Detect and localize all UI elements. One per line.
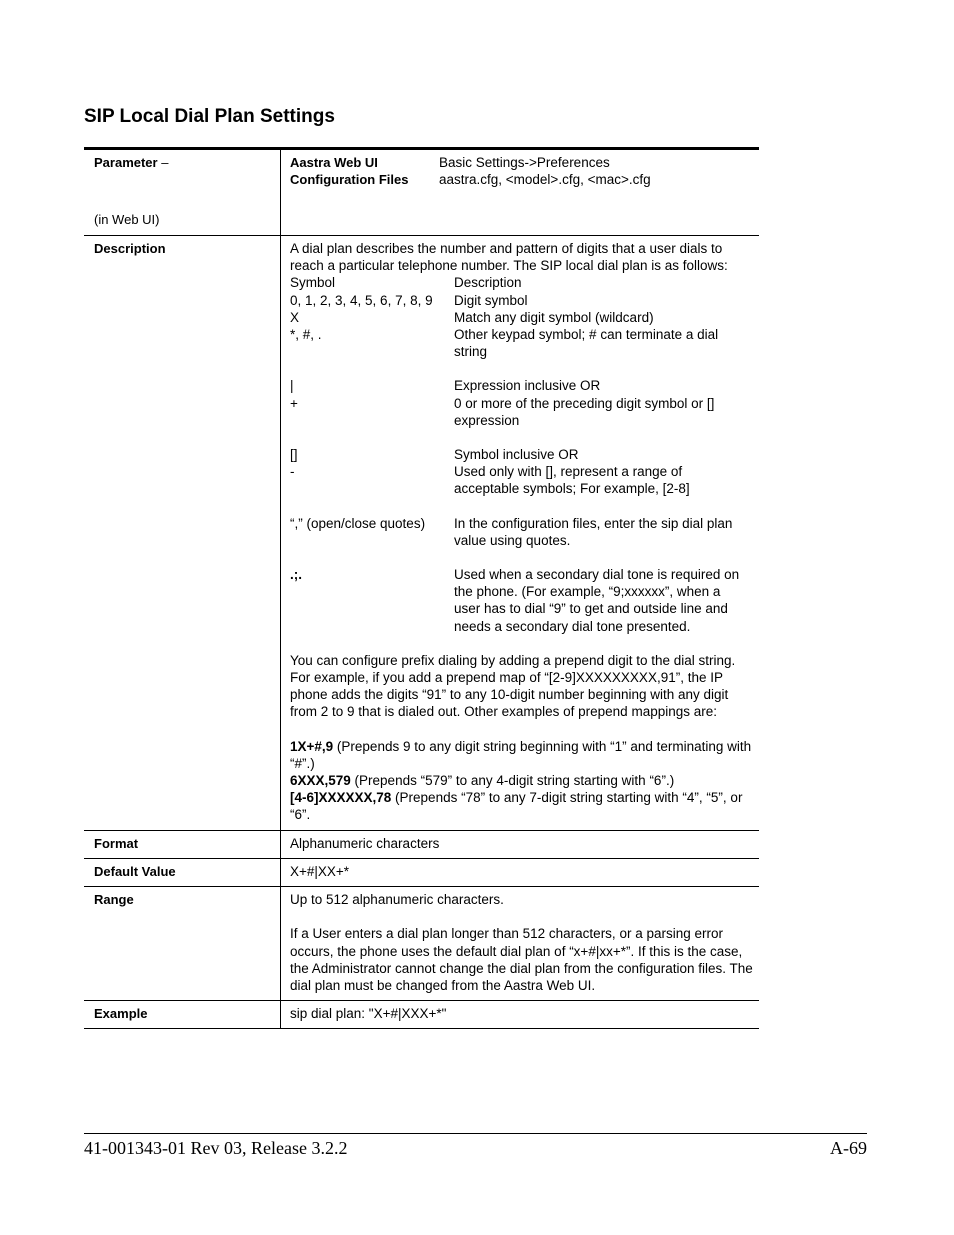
symbol-cell: - [290,464,295,480]
prepend-example-text: (Prepends “78” to any 7-digit string starting with “4”, “5”, or “6”. [290,790,743,823]
range-row [84,887,759,1001]
range-value-cell [281,887,759,1000]
symbol-cell: X [290,309,300,325]
parameter-dash: – [157,155,169,170]
prepend-example-text: (Prepends “579” to any 4-digit string starting with “6”.) [350,773,675,789]
parameter-label-cell [84,150,281,235]
symbol-description: Digit symbol [454,292,528,308]
default-value: X+#|XX+* [290,863,350,879]
range-value-2: If a User enters a dial plan longer than 512 characters, or a parsing error occurs, the phone uses the default dial plan of “x+#|xx+*”. If this is the case, the Administrator cannot change the dial plan from the configuration files. The dial plan must be changed from the Aastra Web UI. [290,926,753,993]
symbol-description: Used when a secondary dial tone is required on the phone. (For example, “9;xxxxxx”, when a user has to dial “9” to get and outside line and needs a secondary dial tone presented. [454,567,740,634]
prepend-example [290,738,759,772]
parameter-row [84,150,759,236]
prepend-example-code: 1X+#,9 [290,738,334,754]
prepend-example-code: 6XXX,579 [290,773,351,789]
default-value-row [84,859,759,887]
symbol-description: Expression inclusive OR [454,378,601,394]
config-files-value: aastra.cfg, <model>.cfg, <mac>.cfg [439,172,651,188]
prepend-example [290,789,759,823]
symbol-cell: + [290,395,298,411]
symbol-cell: “,” (open/close quotes) [290,515,426,531]
prepend-example-text: (Prepends 9 to any digit string beginning with “1” and terminating with “#”.) [290,738,752,771]
range-label: Range [94,892,134,908]
format-label-cell [84,831,281,858]
example-value: sip dial plan: "X+#|XXX+*" [290,1006,447,1022]
web-ui-label: Aastra Web UI [290,155,378,170]
symbol-cell: | [290,378,294,394]
description-label-cell [84,236,281,830]
default-label: Default Value [94,863,176,879]
symbol-description-header: Description [454,275,522,291]
range-label-cell [84,887,281,1000]
format-label: Format [94,835,139,851]
config-files-label: Configuration Files [290,172,409,188]
format-row [84,831,759,859]
description-value-cell [281,236,759,830]
prepend-example-code: [4-6]XXXXXX,78 [290,790,392,806]
prepend-example [290,772,759,789]
format-value: Alphanumeric characters [290,835,440,851]
prefix-dialing-text: You can configure prefix dialing by adding a prepend digit to the dial string. For example, if you add a prepend map of “[2-9]XXXXXXXXX,91”, the IP phone adds the digits “91” to any 10-digit number beginning with any digit from 2 to 9 that is dialed out. Other examples of prepend mappings are: [290,652,736,720]
symbol-description: Used only with [], represent a range of acceptable symbols; For example, [2-8] [454,464,690,497]
symbol-cell: [] [290,447,298,463]
example-label-cell [84,1001,281,1028]
range-value-1: Up to 512 alphanumeric characters. [290,892,504,908]
symbol-table [290,274,759,634]
description-label: Description [94,241,166,256]
parameter-sub-label: (in Web UI) [94,212,160,227]
web-ui-value: Basic Settings->Preferences [439,155,610,170]
description-intro: A dial plan describes the number and pattern of digits that a user dials to reach a particular telephone number. The SIP local dial plan is as follows: [290,241,728,274]
symbol-cell: 0, 1, 2, 3, 4, 5, 6, 7, 8, 9 [290,292,433,308]
footer-page-number: A-69 [830,1138,867,1158]
symbol-cell: .;. [290,567,302,583]
symbol-description: 0 or more of the preceding digit symbol or [] expression [454,395,715,428]
example-row [84,1001,759,1029]
example-label: Example [94,1006,148,1022]
parameter-label: Parameter [94,155,158,170]
page-title: SIP Local Dial Plan Settings [84,106,335,127]
symbol-header: Symbol [290,275,336,291]
footer-divider [84,1133,867,1134]
symbol-description: Match any digit symbol (wildcard) [454,309,654,325]
default-label-cell [84,859,281,886]
symbol-description: Other keypad symbol; # can terminate a dial string [454,327,719,360]
symbol-description: Symbol inclusive OR [454,447,579,463]
parameter-value-cell [281,150,759,235]
parameter-table [84,147,759,1029]
footer-document-id: 41-001343-01 Rev 03, Release 3.2.2 [84,1138,348,1158]
description-row [84,236,759,831]
symbol-cell: *, #, . [290,327,322,343]
symbol-description: In the configuration files, enter the sip dial plan value using quotes. [454,515,733,548]
